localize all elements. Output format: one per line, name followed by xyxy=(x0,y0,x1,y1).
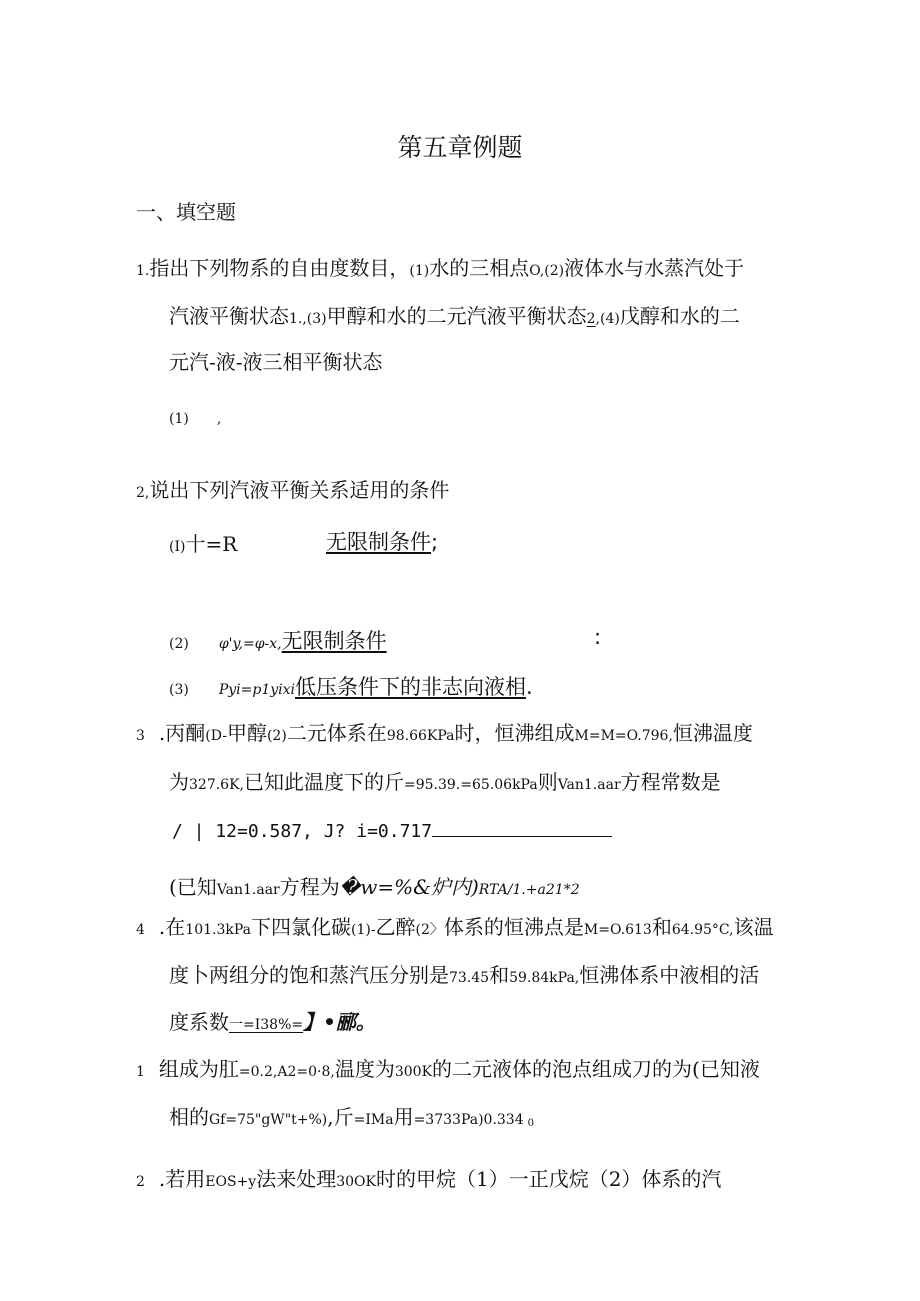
q2-number: 2, xyxy=(136,485,150,501)
q1-text-j: 戊醇和水的二 xyxy=(619,304,740,328)
q3-text-v: RTA/1.+a21*2 xyxy=(478,882,580,898)
q4-text-c: 下四氯化碳 xyxy=(250,915,351,939)
q4-text-o: 59.84kPa, xyxy=(509,970,580,986)
q3-text-c: 甲醇 xyxy=(226,721,267,745)
q5-text-h: ,斤 xyxy=(327,1105,354,1129)
q1-line-3: 元汽-液-液三相平衡状态 xyxy=(169,350,383,374)
q2-item-2 xyxy=(169,625,387,655)
q2-item-2-label: (2) xyxy=(169,636,189,652)
q3-text-a: .丙酮 xyxy=(158,721,206,745)
q1-text-a: 指出下列物系的自由度数目， xyxy=(149,256,410,280)
q4-text-f: (2〉 xyxy=(415,922,444,938)
q4-text-b: 101.3kPa xyxy=(185,922,251,938)
q1-line-1 xyxy=(136,254,744,285)
q4-number: 4 xyxy=(136,922,145,938)
q1-sub-label: (1) xyxy=(169,411,189,427)
q5-text-b: =0.2,A2=0·8, xyxy=(238,1064,335,1080)
q6-text-e: 时的甲烷（1）一正戊烷（2）体系的汽 xyxy=(375,1167,722,1191)
q1-answer-2: 2 xyxy=(586,311,596,327)
q3-text-m: 斤 xyxy=(384,770,404,794)
q3-text-l: 已知此温度下的 xyxy=(244,770,384,794)
q3-text-f: 98.66KPa xyxy=(386,728,455,744)
q4-answer: 一=I38%= xyxy=(229,1017,304,1033)
q5-text-i: =IMa xyxy=(353,1112,394,1128)
q2-item-1-equation: 十=R xyxy=(185,532,238,556)
page-title: 第五章例题 xyxy=(397,133,523,162)
q3-text-q: 方程常数是 xyxy=(620,770,721,794)
q5-text-g: Gf=75"gW"t+%) xyxy=(209,1112,328,1128)
q2-item-3-label: (3) xyxy=(169,682,189,698)
q3-text-j: 为 xyxy=(169,770,189,794)
q1-number: 1. xyxy=(136,263,150,279)
q5-text-e: 的二元液体的泡点组成刀的为(已知液 xyxy=(432,1057,760,1081)
q3-text-b: (D- xyxy=(205,728,227,744)
q3-line-2 xyxy=(169,768,721,799)
q5-text-l: 0 xyxy=(527,1118,534,1129)
q4-text-e: 乙醉 xyxy=(375,915,416,939)
q6-number: 2 xyxy=(136,1174,145,1190)
q4-text-j: 64.95°C, xyxy=(671,922,734,938)
q4-text-g: 体系的恒沸点是 xyxy=(443,915,584,939)
q4-text-p: 恒沸体系中液相的活 xyxy=(579,963,760,987)
q6-text-d: 30OK xyxy=(336,1174,376,1190)
q3-number: 3 xyxy=(136,728,145,744)
q5-text-j: 用 xyxy=(393,1105,414,1129)
q6-text-a: .若用 xyxy=(158,1167,206,1191)
q3-text-h: M=M=O.796, xyxy=(574,728,673,744)
q2-item-1-label: (I) xyxy=(169,539,186,555)
q3-text-g: 时，恒沸组成 xyxy=(454,721,575,745)
q4-text-k: 该温 xyxy=(733,915,774,939)
q4-text-a: .在 xyxy=(158,915,186,939)
q4-line-2 xyxy=(169,961,759,992)
q1-text-i: ,(4) xyxy=(595,311,620,327)
q5-text-a: 组成为肛 xyxy=(158,1057,239,1081)
q4-text-i: 和 xyxy=(651,915,672,939)
q6-line-1 xyxy=(136,1165,721,1196)
q3-text-p: Van1.aar xyxy=(557,777,621,793)
q4-text-m: 73.45 xyxy=(449,970,490,986)
q5-text-c: 温度为 xyxy=(334,1057,395,1081)
q4-text-h: M=O.613 xyxy=(583,922,652,938)
q3-text-d: (2) xyxy=(266,728,287,744)
section-heading: 一、填空题 xyxy=(136,200,236,224)
q1-text-g: 1.,(3) xyxy=(289,311,327,327)
q1-text-h: 甲醇和水的二元汽液平衡状态 xyxy=(326,304,587,328)
q1-sub-comma: , xyxy=(216,411,222,427)
q3-text-e: 二元体系在 xyxy=(286,721,387,745)
q2-item-3-tail: . xyxy=(526,675,533,699)
q3-text-i: 恒沸温度 xyxy=(672,721,753,745)
q3-line-4 xyxy=(169,873,580,904)
q2-heading-text: 说出下列汽液平衡关系适用的条件 xyxy=(149,478,450,502)
q2-item-2-tail: : xyxy=(594,625,602,649)
q5-text-f: 相的 xyxy=(169,1105,209,1129)
q2-item-3 xyxy=(169,671,533,701)
q5-text-k: =3733Pa)0.334 xyxy=(413,1112,524,1128)
q3-line-1 xyxy=(136,719,753,750)
q3-answer-line xyxy=(172,818,612,842)
q3-text-t: 方程为 xyxy=(279,875,340,899)
q3-text-r: (已知 xyxy=(169,875,217,899)
q3-text-o: 则 xyxy=(537,770,558,794)
q1-text-e: 液体水与水蒸汽处于 xyxy=(564,256,745,280)
q3-answer: / | 12=0.587, J? i=0.717 xyxy=(172,821,433,842)
q1-line-4 xyxy=(169,411,221,427)
q6-text-b: EOS+y xyxy=(205,1174,257,1190)
q2-item-1-answer: 无限制条件 xyxy=(326,530,431,554)
q2-item-3-answer: 低压条件下的非志向液相 xyxy=(295,675,527,699)
q3-text-s: Van1.aar xyxy=(216,882,280,898)
q2-item-1-answer-wrap xyxy=(326,526,438,556)
q1-text-f: 汽液平衡状态 xyxy=(169,304,289,328)
q5-text-d: 300K xyxy=(394,1064,433,1080)
q2-heading xyxy=(136,476,449,507)
q1-line-2 xyxy=(169,302,740,333)
q3-text-u: �w=%&炉内) xyxy=(339,875,479,899)
q5-number: 1 xyxy=(136,1064,145,1080)
q5-line-2 xyxy=(169,1103,534,1138)
q3-text-n: =95.39.=65.06kPa xyxy=(404,777,538,793)
q6-text-c: 法来处理 xyxy=(256,1167,337,1191)
q4-text-d: (1)- xyxy=(350,922,376,938)
q3-answer-blank xyxy=(432,818,612,837)
q3-text-k: 327.6K, xyxy=(189,777,244,793)
q1-text-c: 水的三相点 xyxy=(429,256,530,280)
q1-text-d: O,(2) xyxy=(529,263,565,279)
q2-item-2-equation: φ'y,=φ-x, xyxy=(218,636,282,652)
q4-text-n: 和 xyxy=(489,963,510,987)
q1-text-b: (1) xyxy=(409,263,430,279)
q4-text-r: 】•郦。 xyxy=(303,1010,376,1034)
q5-line-1 xyxy=(136,1055,760,1086)
q2-item-1 xyxy=(169,528,237,557)
q4-text-q: 度系数 xyxy=(169,1010,229,1034)
q4-text-l: 度卜两组分的饱和蒸汽压分别是 xyxy=(169,963,449,987)
q2-item-2-answer: 无限制条件 xyxy=(281,629,387,653)
q4-line-3 xyxy=(169,1008,376,1039)
q2-item-1-tail: ; xyxy=(431,530,439,554)
q4-line-1 xyxy=(136,913,774,944)
q2-item-3-equation: Pyi=p1yixi xyxy=(218,682,296,698)
